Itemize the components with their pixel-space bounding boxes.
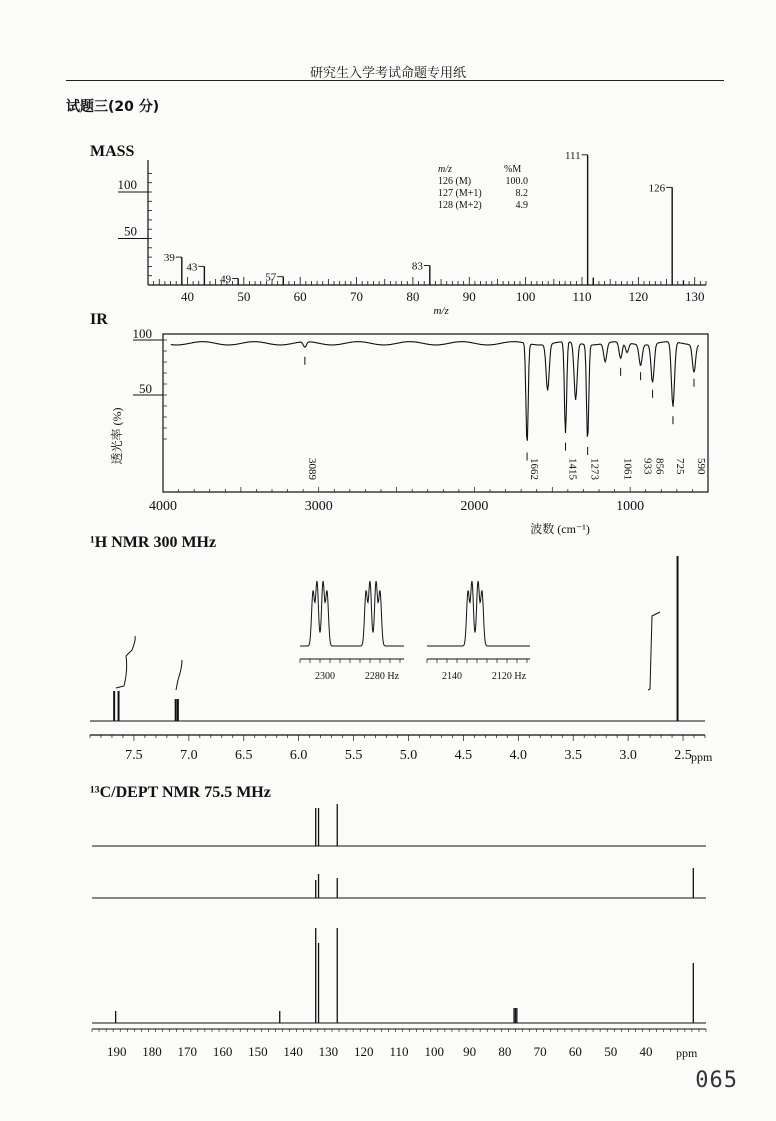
mass-peak-label: 111 [564, 149, 581, 162]
header-title: 研究生入学考试命题专用纸 [309, 66, 466, 81]
ir-band-label: 590 [694, 458, 707, 475]
cnmr-x-tick-label: 110 [389, 1044, 409, 1059]
cnmr-spectrum [92, 804, 706, 1060]
hnmr-x-tick-label: 5.5 [344, 748, 363, 763]
ir-x-tick-label: 3000 [304, 499, 333, 514]
hnmr-x-tick-label: 4.0 [509, 748, 528, 763]
mass-x-axis-title: m/z [433, 305, 449, 317]
mass-x-tick-label: 40 [180, 289, 194, 304]
cnmr-x-tick-label: 140 [283, 1044, 303, 1059]
mass-x-tick-label: 100 [515, 289, 536, 304]
mass-x-tick-label: 110 [572, 289, 592, 304]
mass-y-tick-label: 50 [124, 223, 137, 239]
cnmr-x-tick-label: 80 [498, 1044, 512, 1059]
hnmr-spectrum [90, 556, 713, 764]
mass-table-header: m/z [438, 164, 452, 175]
ir-band-label: 1662 [528, 458, 541, 480]
mass-table-cell: 100.0 [505, 176, 528, 187]
ir-y-tick-label: 100 [132, 326, 152, 341]
cnmr-x-tick-label: 150 [248, 1044, 268, 1059]
hnmr-x-tick-label: 3.5 [564, 748, 582, 763]
ir-band-label: 1061 [621, 458, 634, 480]
mass-peak-label: 57 [265, 271, 277, 284]
hnmr-x-tick-label: 6.5 [235, 748, 253, 763]
hnmr-x-tick-label: 2.5 [674, 748, 692, 763]
hnmr-x-tick-label: 6.0 [289, 748, 308, 763]
mass-spectrum [118, 150, 707, 317]
hnmr-section-label: ¹H NMR 300 MHz [90, 534, 217, 551]
ir-x-tick-label: 1000 [616, 499, 645, 514]
question-title: 试题三(20 分) [66, 99, 160, 115]
ir-x-tick-label: 2000 [460, 499, 489, 514]
ir-band-label: 1415 [566, 458, 579, 480]
page-number: 065 [695, 1068, 738, 1093]
hnmr-integral [176, 660, 182, 690]
cnmr-x-tick-label: 70 [533, 1044, 547, 1059]
ir-section-label: IR [90, 311, 108, 328]
hnmr-integral [116, 636, 135, 688]
hnmr-integral [648, 612, 660, 690]
hnmr-inset-trace [300, 581, 404, 646]
cnmr-x-tick-label: 90 [463, 1044, 477, 1059]
mass-peak-label: 83 [411, 260, 423, 273]
cnmr-x-tick-label: 50 [604, 1044, 618, 1059]
ir-x-tick-label: 4000 [149, 499, 177, 514]
mass-table-cell: 126 (M) [438, 176, 472, 187]
ir-x-axis-title: 波数 (cm⁻¹) [530, 522, 590, 536]
mass-peak-label: 39 [163, 252, 175, 265]
ir-y-axis-title: 透光率 (%) [110, 407, 124, 465]
hnmr-x-tick-label: 3.0 [619, 748, 637, 763]
ir-band-label: 933 [641, 458, 654, 475]
cnmr-x-tick-label: 40 [639, 1044, 653, 1059]
hnmr-inset-tick-label: 2280 Hz [364, 671, 400, 682]
mass-section-label: MASS [90, 143, 135, 160]
mass-x-tick-label: 50 [237, 289, 251, 304]
ir-band-label: 1273 [588, 458, 601, 480]
mass-y-tick-label: 100 [117, 177, 137, 192]
mass-table-header: %M [504, 164, 522, 175]
cnmr-x-tick-label: 170 [177, 1044, 198, 1059]
ir-band-label: 3089 [305, 458, 318, 480]
hnmr-x-axis-title: ppm [691, 750, 713, 764]
cnmr-x-tick-label: 130 [318, 1044, 339, 1059]
cnmr-section-label: ¹³C/DEPT NMR 75.5 MHz [90, 784, 271, 801]
cnmr-x-tick-label: 160 [212, 1044, 233, 1059]
mass-x-tick-label: 120 [628, 289, 649, 304]
ir-band-label: 725 [673, 458, 686, 475]
cnmr-x-tick-label: 100 [424, 1044, 445, 1059]
ir-band-label: 856 [653, 458, 666, 475]
mass-peak-label: 43 [186, 261, 198, 274]
mass-x-tick-label: 90 [462, 289, 476, 304]
mass-table-cell: 127 (M+1) [438, 188, 482, 199]
mass-peak-label: 126 [648, 182, 666, 195]
hnmr-inset-tick-label: 2300 [315, 671, 335, 682]
hnmr-inset-trace [427, 581, 530, 646]
cnmr-x-tick-label: 180 [142, 1044, 162, 1059]
hnmr-x-tick-label: 5.0 [399, 748, 418, 763]
mass-table-cell: 8.2 [515, 188, 528, 199]
ir-y-tick-label: 50 [139, 381, 152, 396]
cnmr-x-tick-label: 60 [568, 1044, 582, 1059]
cnmr-x-tick-label: 190 [106, 1044, 127, 1059]
mass-x-tick-label: 70 [350, 289, 364, 304]
mass-table-cell: 4.9 [515, 200, 528, 211]
ir-trace [171, 342, 699, 441]
hnmr-inset-tick-label: 2140 [442, 671, 462, 682]
hnmr-x-tick-label: 7.0 [180, 748, 198, 763]
mass-x-tick-label: 60 [293, 289, 307, 304]
mass-x-tick-label: 80 [406, 289, 420, 304]
cnmr-x-tick-label: 120 [353, 1044, 374, 1059]
cnmr-x-axis-title: ppm [676, 1046, 698, 1060]
mass-table-cell: 128 (M+2) [438, 200, 482, 211]
hnmr-x-tick-label: 4.5 [454, 748, 473, 763]
mass-x-tick-label: 130 [684, 289, 705, 304]
mass-peak-label: 49 [220, 273, 232, 286]
ir-spectrum [109, 326, 708, 536]
hnmr-x-tick-label: 7.5 [125, 748, 143, 763]
hnmr-inset-tick-label: 2120 Hz [491, 671, 527, 682]
